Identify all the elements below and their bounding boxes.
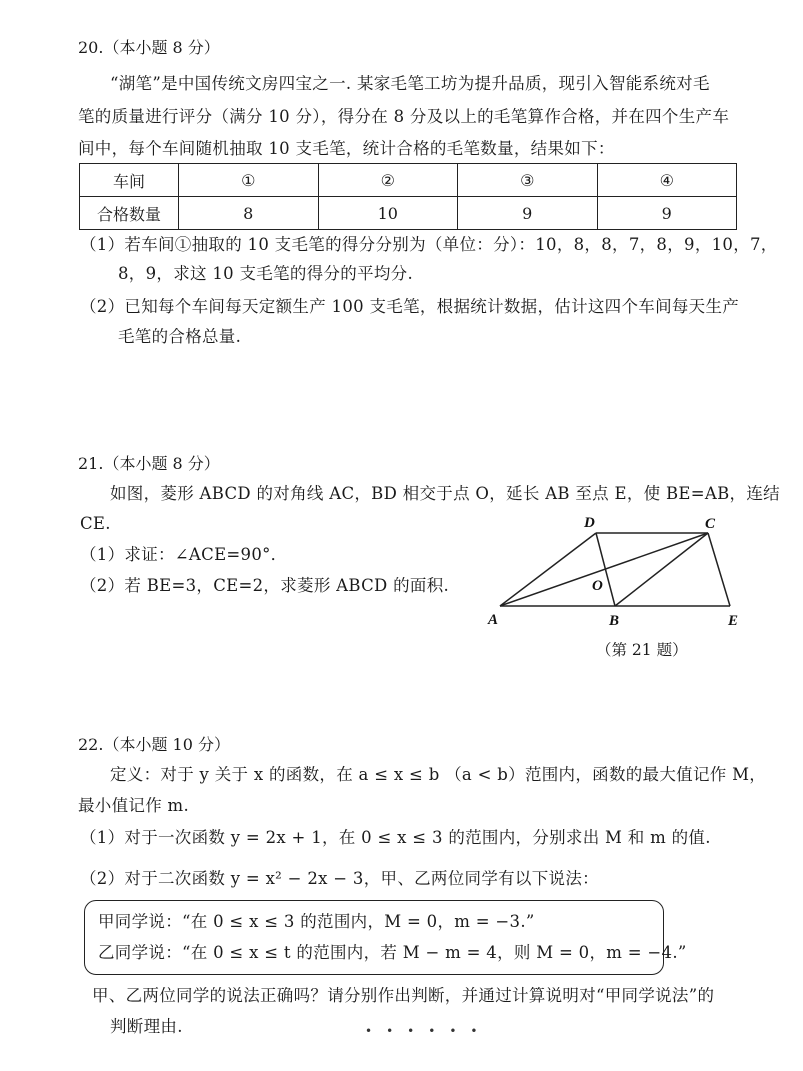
table-data-row xyxy=(80,197,737,230)
q20-part1-line2: 8，9，求这 10 支毛笔的得分的平均分. xyxy=(118,264,414,283)
q21-intro-line2: CE. xyxy=(80,514,111,533)
diagonal-bd xyxy=(596,533,615,606)
workshop-4: ④ xyxy=(597,164,737,197)
q20-heading: 20.（本小题 8 分） xyxy=(78,38,220,57)
label-c: C xyxy=(705,516,716,532)
q20-intro-line3: 间中，每个车间随机抽取 10 支毛笔，统计合格的毛笔数量，结果如下： xyxy=(78,139,615,158)
label-a: A xyxy=(488,612,499,628)
workshop-3: ③ xyxy=(458,164,598,197)
diagonal-ac xyxy=(500,533,708,606)
qualified-count-2: 10 xyxy=(318,197,458,230)
q22-heading: 22.（本小题 10 分） xyxy=(78,735,230,754)
rhombus-figure xyxy=(480,508,760,633)
workshop-2: ② xyxy=(318,164,458,197)
label-d: D xyxy=(584,515,595,531)
q21-intro-line1: 如图，菱形 ABCD 的对角线 AC，BD 相交于点 O，延长 AB 至点 E，使 BE=AB，连结 xyxy=(110,484,780,503)
q22-question-line2: 判断理由. xyxy=(110,1017,183,1036)
segment-ad xyxy=(500,533,596,606)
table-row-label: 合格数量 xyxy=(80,197,179,230)
q20-intro-line2: 笔的质量进行评分（满分 10 分），得分在 8 分及以上的毛笔算作合格，并在四个生产车 xyxy=(78,107,730,126)
workshop-1: ① xyxy=(179,164,319,197)
label-b: B xyxy=(609,613,620,629)
q22-part1: （1）对于一次函数 y = 2x + 1，在 0 ≤ x ≤ 3 的范围内，分别求出 M 和 m 的值. xyxy=(80,828,711,847)
q20-intro-line1: “湖笔”是中国传统文房四宝之一. 某家毛笔工坊为提升品质，现引入智能系统对毛 xyxy=(110,74,710,93)
figure-caption: （第 21 题） xyxy=(596,641,688,659)
q21-heading: 21.（本小题 8 分） xyxy=(78,454,220,473)
q20-part2-line2: 毛笔的合格总量. xyxy=(118,327,242,346)
q22-part2: （2）对于二次函数 y = x² − 2x − 3，甲、乙两位同学有以下说法： xyxy=(80,869,599,888)
qualified-count-table xyxy=(79,163,737,230)
student-a-statement: 甲同学说：“在 0 ≤ x ≤ 3 的范围内，M = 0，m = −3.” xyxy=(98,912,535,931)
table-header-label: 车间 xyxy=(80,164,179,197)
qualified-count-1: 8 xyxy=(179,197,319,230)
table-header-row xyxy=(80,164,737,197)
q20-part1-line1: （1）若车间①抽取的 10 支毛笔的得分分别为（单位：分）：10，8，8，7，8，9，10，7， xyxy=(80,235,778,254)
q22-definition-line1: 定义：对于 y 关于 x 的函数，在 a ≤ x ≤ b （a < b）范围内，函数的最大值记作 M， xyxy=(110,765,767,784)
segment-cb xyxy=(615,533,708,606)
q22-question-line1: 甲、乙两位同学的说法正确吗？请分别作出判断，并通过计算说明对“甲同学说法”的 xyxy=(92,986,715,1005)
q20-part2-line1: （2）已知每个车间每天定额生产 100 支毛笔，根据统计数据，估计这四个车间每天生产 xyxy=(80,297,740,316)
q21-part1: （1）求证：∠ACE=90°． xyxy=(80,545,288,564)
segment-ce xyxy=(708,533,730,606)
q21-part2: （2）若 BE=3，CE=2，求菱形 ABCD 的面积. xyxy=(80,576,450,595)
label-e: E xyxy=(728,613,739,629)
student-b-statement: 乙同学说：“在 0 ≤ x ≤ t 的范围内，若 M − m = 4，则 M = 0，m = −4.” xyxy=(98,943,687,962)
qualified-count-4: 9 xyxy=(597,197,737,230)
q22-definition-line2: 最小值记作 m. xyxy=(78,796,190,815)
label-o: O xyxy=(592,578,603,594)
emphasis-dots: •••••• xyxy=(365,1024,492,1038)
qualified-count-3: 9 xyxy=(458,197,598,230)
